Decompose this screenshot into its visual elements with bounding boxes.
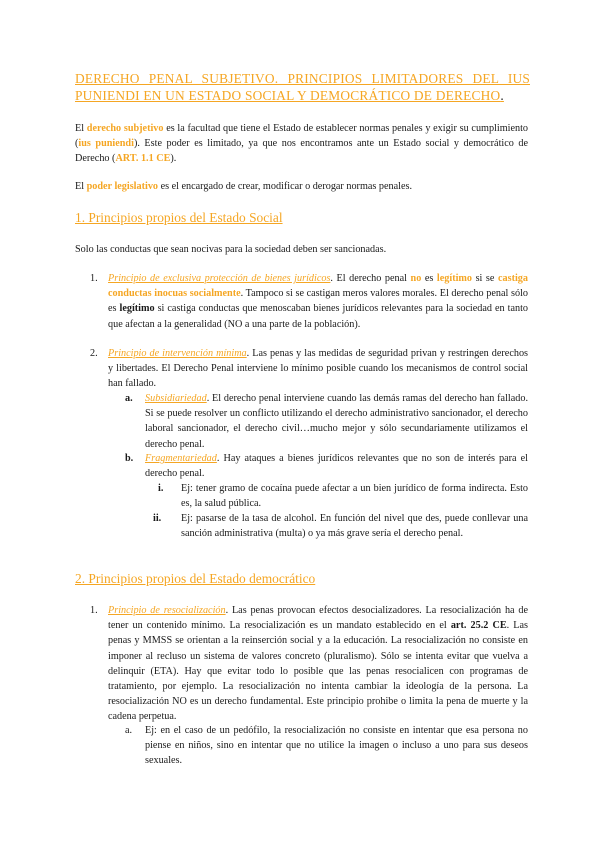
- title-text: DERECHO PENAL SUBJETIVO. PRINCIPIOS LIMITADORES DEL IUS PUNIENDI EN UN ESTADO SOCIAL Y DEMOCRÁTICO DE DERECHO: [75, 71, 530, 103]
- keyword-derecho-subjetivo: derecho subjetivo: [86, 123, 164, 134]
- sublist-letter-a: a.: [125, 393, 133, 404]
- subprinciple-link-fragmentariedad[interactable]: Fragmentariedad: [145, 453, 217, 464]
- principle-link-bienes-juridicos[interactable]: Principio de exclusiva protección de bienes jurídicos: [108, 273, 331, 284]
- keyword-art-25-2-ce: art. 25.2 CE: [450, 620, 507, 632]
- title-period: .: [500, 88, 504, 103]
- example-pedofilo: Ej: en el caso de un pedófilo, la resocialización no consiste en intentar que esa persona no piense en niños, sino en intentar que no utilice la imagen o incluso a uno para sus deseos sexuales.: [145, 725, 528, 767]
- sublist-letter-s2-a: a.: [125, 725, 133, 736]
- list-number-1: 1.: [90, 273, 98, 284]
- principle-exclusive-protection: Principio de exclusiva protección de bienes jurídicos. El derecho penal no es legítimo si se castiga conductas inocuas socialmente. Tampoco si se castigan meros valores morales. El derecho penal sólo es legítimo si castiga conductas que menoscaban bienes jurídicos relevantes para la sociedad en tanto que afectan a la generalidad (NO a una parte de la población).: [108, 273, 528, 330]
- principle-link-resocializacion[interactable]: Principio de resocialización: [108, 605, 226, 616]
- example-cocaina: Ej: tener gramo de cocaína puede afectar a un bien jurídico de forma indirecta. Esto es, la salud pública.: [181, 483, 528, 510]
- section-1-lead: Solo las conductas que sean nocivas para la sociedad deben ser sancionadas.: [75, 244, 387, 255]
- section-1-heading: 1. Principios propios del Estado Social: [75, 210, 283, 225]
- keyword-ius-puniendi: ius puniendi: [78, 138, 134, 150]
- roman-ii: ii.: [153, 513, 162, 524]
- keyword-poder-legislativo: poder legislativo: [86, 181, 159, 192]
- sublist-letter-b: b.: [125, 453, 134, 464]
- list-number-s2-1: 1.: [90, 605, 98, 616]
- principle-link-intervencion-minima[interactable]: Principio de intervención mínima: [108, 348, 247, 359]
- keyword-art-1-1-ce: ART. 1.1 CE: [115, 153, 171, 165]
- subprinciple-fragmentariedad: Fragmentariedad. Hay ataques a bienes jurídicos relevantes que no son de interés para el derecho penal.: [145, 453, 528, 480]
- subprinciple-subsidiariedad: Subsidiariedad. El derecho penal interviene cuando las demás ramas del derecho han fallado. Si se puede resolver un conflicto utilizando el derecho administrativo sancionador, el derecho laboral sancionador, el derecho civil…mucho mejor y sólo secundariamente utilizamos el derecho penal.: [145, 393, 528, 450]
- example-alcohol: Ej: pasarse de la tasa de alcohol. En función del nivel que des, puede conllevar una sanción administrativa (multa) o ya más grave sería el derecho penal.: [181, 513, 528, 540]
- list-number-2: 2.: [90, 348, 98, 359]
- principle-minimal-intervention: Principio de intervención mínima. Las penas y las medidas de seguridad privan y restringen derechos y libertades. El Derecho Penal interviene lo mínimo posible cuando los mecanismos de control social han fallado.: [108, 348, 529, 390]
- principle-resocializacion: Principio de resocialización. Las penas provocan efectos desocializadores. La resocialización ha de tener un contenido mínimo. La resocialización es un mandato establecido en el art. 25.2 CE. Las penas y MMSS se orientan a la reinserción social y a la educación. La resocialización no consiste en imponer al recluso un sistema de valores concreto (pluralismo). Sólo se intenta evitar que vuelva a delinquir (ETA). Hay que evitar todo lo posible que las penas resocialicen con programas de tratamiento, por ejemplo. La resocialización no intenta cambiar la ideología de la persona. La resocialización NO es un derecho fundamental. Este principio prohibe o limita la pena de muerte y la cadena perpetua.: [108, 605, 529, 723]
- intro-paragraph-2: El poder legislativo es el encargado de crear, modificar o derogar normas penales.: [75, 181, 413, 192]
- document-title: [75, 70, 530, 104]
- section-2-heading: 2. Principios propios del Estado democrático: [75, 571, 316, 586]
- intro-paragraph-1: El derecho subjetivo es la facultad que tiene el Estado de establecer normas penales y exigir su cumplimiento (ius puniendi). Este poder es limitado, ya que nos encontramos ante un Estado social y democrático de Derecho (ART. 1.1 CE).: [75, 123, 529, 165]
- roman-i: i.: [158, 483, 164, 494]
- subprinciple-link-subsidiariedad[interactable]: Subsidiariedad: [145, 393, 207, 404]
